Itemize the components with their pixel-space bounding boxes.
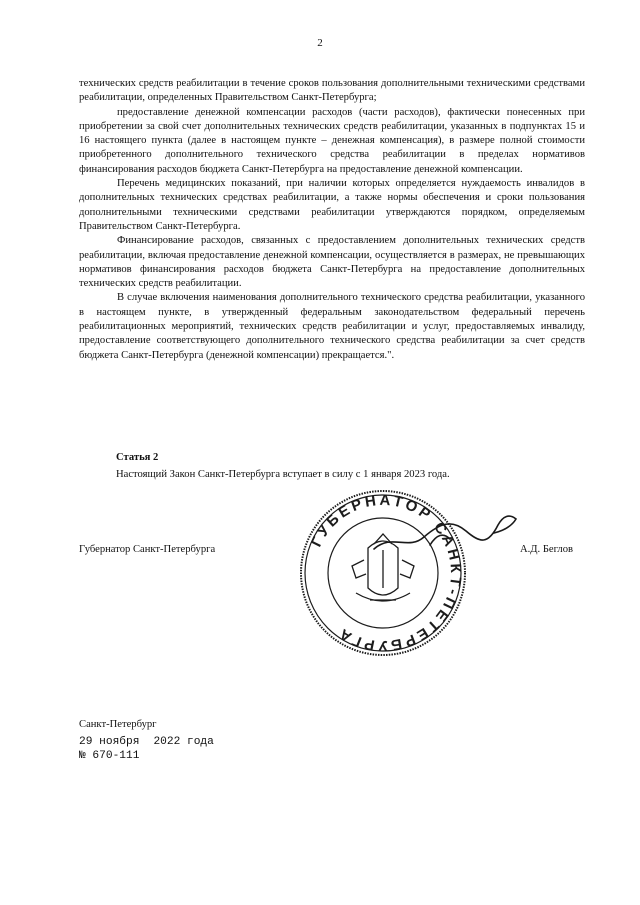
law-paragraph: Перечень медицинских показаний, при наличии которых определяется нуждаемость инвалидов в дополнительных технических средствах реабилитации, а также нормы обеспечения и сроки пользования дополнительными техническими средствами реабилитации утверждаются порядком, определяемым Правительством Санкт-Петербурга. [79, 178, 585, 232]
article-heading: Статья 2 [116, 452, 159, 463]
law-paragraph: предоставление денежной компенсации расходов (части расходов), фактически понесенных при приобретении за свой счет дополнительных технических средств реабилитации, указанных в подпунктах 15 и 16 настоящего пункта (далее в настоящем пункте – денежная компенсация), в размере полной стоимости приобретенного дополнительного технического средства реабилитации в пределах нормативов финансирования расходов бюджета Санкт-Петербурга на предоставление денежной компенсации. [79, 106, 585, 175]
governor-title: Губернатор Санкт-Петербурга [79, 544, 216, 555]
seal-outer-text: ГУБЕРНАТОР САНКТ-ПЕТЕРБУРГА [307, 491, 465, 655]
signing-date [79, 736, 214, 748]
governor-name: А.Д. Беглов [520, 544, 573, 555]
signing-date-day-month: 29 ноября [79, 736, 140, 748]
law-paragraph: технических средств реабилитации в течение сроков пользования дополнительными техническими средствами реабилитации, определенных Правительством Санкт-Петербурга; [79, 78, 585, 104]
signing-date-year: 2022 года [153, 736, 214, 748]
page-number: 2 [317, 37, 323, 49]
law-paragraph: В случае включения наименования дополнительного технического средства реабилитации, указанного в настоящем пункте, в утвержденный федеральным законодательством федеральный перечень реабилитационных мероприятий, технических средств реабилитации и услуг, предоставляемых инвалиду, предоставление соответствующего дополнительного технического средства реабилитации за счет средств бюджета Санкт-Петербурга (денежной компенсации) прекращается.". [79, 292, 585, 361]
article-text: Настоящий Закон Санкт-Петербурга вступает в силу с 1 января 2023 года. [116, 469, 450, 480]
law-number: № 670-111 [79, 750, 140, 762]
law-paragraph: Финансирование расходов, связанных с предоставлением дополнительных технических средств реабилитации, включая предоставление денежной компенсации, осуществляется в размерах, не превышающих нормативов финансирования расходов бюджета Санкт-Петербурга на предоставление дополнительных технических средств реабилитации. [79, 235, 585, 290]
handwritten-signature [370, 505, 520, 560]
law-text-body [79, 77, 585, 363]
signing-place: Санкт-Петербург [79, 719, 157, 730]
